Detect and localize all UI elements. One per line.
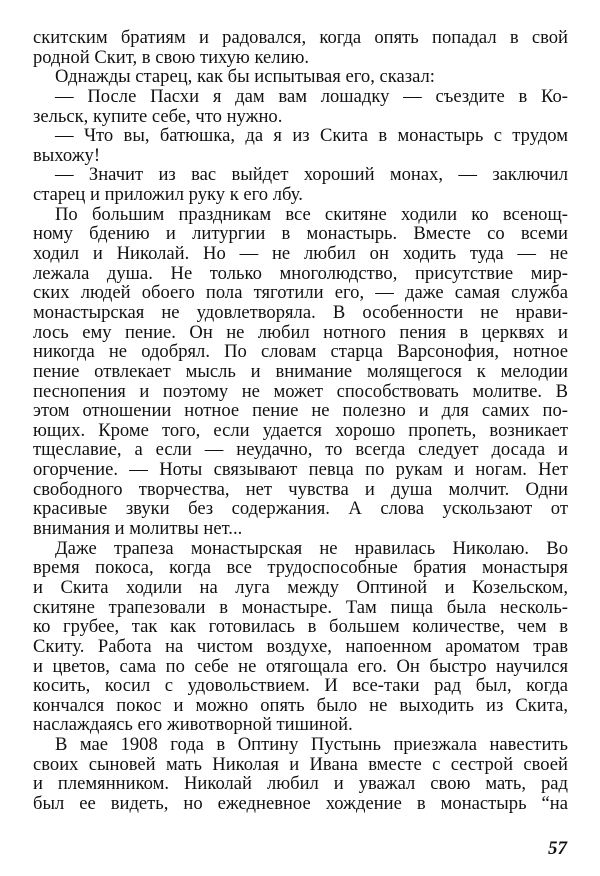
text-line: родной Скит, в свою тихую келию. <box>33 46 310 68</box>
text-line: монастырская не удовлетворяла. В особенности не нрави- <box>33 301 568 323</box>
text-line: наслаждаясь его животворной тишиной. <box>33 714 353 736</box>
text-line: — После Пасхи я дам вам лошадку — съездите в Ко- <box>55 85 568 107</box>
text-line: ходил и Николай. Но — не любил он ходить туда — не <box>33 243 568 265</box>
text-line: ских людей обоего пола тяготили его, — даже самая служба <box>33 282 568 304</box>
text-line: скитским братиям и радовался, когда опять попадал в свой <box>33 27 568 48</box>
text-line: — Что вы, батюшка, да я из Скита в монастырь с трудом <box>55 125 568 147</box>
text-line: выхожу! <box>33 144 101 166</box>
text-line: этом отношении нотное пение не полезно и для самих по- <box>33 400 568 422</box>
text-line: кончался покос и можно опять было не выходить из Скита, <box>33 694 568 716</box>
page-number: 57 <box>548 838 567 859</box>
text-line: зельск, купите себе, что нужно. <box>33 105 283 127</box>
page-body <box>33 28 568 814</box>
text-line: старец и приложил руку к его лбу. <box>33 184 303 206</box>
text-line: и племянником. Николай любил и уважал свою мать, рад <box>33 773 568 795</box>
text-line: ному бдению и литургии в монастырь. Вместе со всеми <box>33 223 568 245</box>
text-line: Даже трапеза монастырская не нравилась Николаю. Во <box>55 537 568 559</box>
text-line: был ее видеть, но ежедневное хождение в монастырь “на <box>33 792 568 814</box>
text-line: никогда не одобрял. По словам старца Варсонофия, нотное <box>33 341 568 363</box>
text-line: ко грубее, так как готовилась в большем количестве, чем в <box>33 616 568 638</box>
text-line: — Значит из вас выйдет хороший монах, — заключил <box>55 164 568 186</box>
text-line: Однажды старец, как бы испытывая его, сказал: <box>55 66 435 88</box>
text-line: внимания и молитвы нет... <box>33 518 243 540</box>
text-line: время покоса, когда все трудоспособные братия монастыря <box>33 557 568 579</box>
text-line: песнопения и поэтому не может способствовать молитве. В <box>33 380 568 402</box>
text-line: и Скита ходили на луга между Оптиной и Козельском, <box>33 576 568 598</box>
text-line: По большим праздникам все скитяне ходили ко всенощ- <box>55 203 568 225</box>
text-line: Скиту. Работа на чистом воздухе, напоенном ароматом трав <box>33 635 568 657</box>
text-line: огорчение. — Ноты связывают певца по рукам и ногам. Нет <box>33 459 568 481</box>
text-line: ющих. Кроме того, если удается хорошо пропеть, возникает <box>33 419 568 441</box>
text-line: свободного творчества, нет чувства и душа молчит. Одни <box>33 478 568 500</box>
text-line: скитяне трапезовали в монастыре. Там пища была несколь- <box>33 596 568 618</box>
text-line: и цветов, сама по себе не отягощала его. Он быстро научился <box>33 655 568 677</box>
text-line: лось ему пение. Он не любил нотного пения в церквях и <box>33 321 568 343</box>
text-line: косить, косил с удовольствием. И все-таки рад был, когда <box>33 675 568 697</box>
text-line: красивые звуки без содержания. А слова ускользают от <box>33 498 568 520</box>
text-line: лежала душа. Не только многолюдство, присутствие мир- <box>33 262 568 284</box>
text-line: пение отвлекает мысль и внимание молящегося к мелодии <box>33 360 568 382</box>
text-line: В мае 1908 года в Оптину Пустынь приезжала навестить <box>55 734 568 756</box>
text-line: тщеславие, а если — неудачно, то всегда следует досада и <box>33 439 568 461</box>
text-line: своих сыновей мать Николая и Ивана вместе с сестрой своей <box>33 753 568 775</box>
